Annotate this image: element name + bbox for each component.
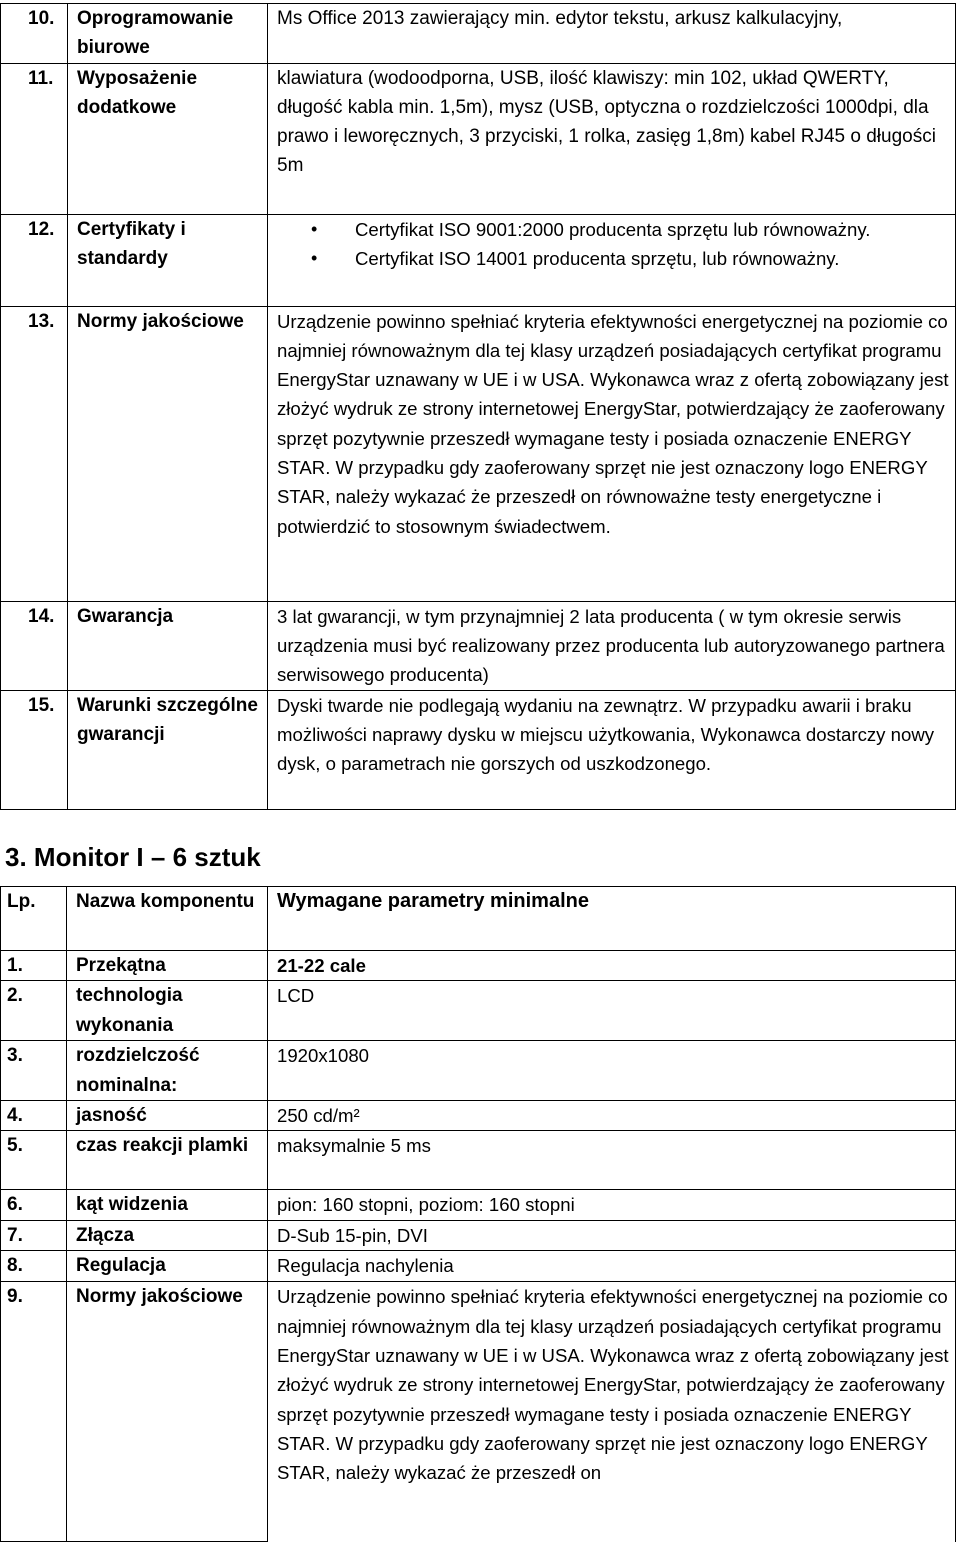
section-title: 3. Monitor I – 6 sztuk [5, 842, 261, 872]
row-value: 1920x1080 [268, 1041, 956, 1101]
requirements-table-computer [0, 3, 956, 810]
row-name: Przekątna [67, 951, 268, 981]
row-number: 5. [1, 1131, 67, 1190]
row-number: 3. [1, 1041, 67, 1101]
header-value: Wymagane parametry minimalne [268, 887, 956, 951]
table-row [1, 1041, 956, 1101]
header-number: Lp. [1, 887, 67, 951]
table-row [1, 1190, 956, 1221]
row-value: Urządzenie powinno spełniać kryteria efektywności energetycznej na poziomie co najmniej równoważnym dla tej klasy urządzeń posiadających certyfikat programu EnergyStar uznawany w UE i w USA. Wykonawca wraz z ofertą zobowiązany jest złożyć wydruk ze strony internetowej EnergyStar, potwierdzający że zaoferowany sprzęt pozytywnie przeszedł wymagane testy i posiada oznaczenie ENERGY STAR. W przypadku gdy zaoferowany sprzęt nie jest oznaczony logo ENERGY STAR, należy wykazać że przeszedł on równoważne testy energetyczne i potwierdzić to stosownym świadectwem. [268, 306, 956, 601]
table-row [1, 981, 956, 1041]
row-number: 9. [1, 1282, 67, 1542]
row-name: Normy jakościowe [67, 1282, 268, 1542]
table-row [1, 1251, 956, 1282]
table-row [1, 63, 956, 214]
row-number: 13. [1, 306, 68, 601]
row-name: Regulacja [67, 1251, 268, 1282]
requirements-table-monitor [0, 886, 956, 1542]
row-name: rozdzielczość nominalna: [67, 1041, 268, 1101]
row-number: 1. [1, 951, 67, 981]
table-row [1, 1100, 956, 1130]
header-name: Nazwa komponentu [67, 887, 268, 951]
row-value: Regulacja nachylenia [268, 1251, 956, 1282]
row-name: Złącza [67, 1221, 268, 1251]
table-row [1, 1131, 956, 1190]
row-number: 8. [1, 1251, 67, 1282]
row-number: 11. [1, 63, 68, 214]
row-value: 250 cd/m² [268, 1100, 956, 1130]
table-row [1, 4, 956, 64]
table-row [1, 214, 956, 306]
row-value [268, 214, 956, 306]
row-value: Urządzenie powinno spełniać kryteria efektywności energetycznej na poziomie co najmniej równoważnym dla tej klasy urządzeń posiadających certyfikat programu EnergyStar uznawany w UE i w USA. Wykonawca wraz z ofertą zobowiązany jest złożyć wydruk ze strony internetowej EnergyStar, potwierdzający że zaoferowany sprzęt pozytywnie przeszedł wymagane testy i posiada oznaczenie ENERGY STAR. W przypadku gdy zaoferowany sprzęt nie jest oznaczony logo ENERGY STAR, należy wykazać że przeszedł on [268, 1282, 956, 1542]
row-name: Warunki szczególne gwarancji [68, 690, 268, 809]
row-name: Gwarancja [68, 601, 268, 690]
row-number: 2. [1, 981, 67, 1041]
row-name: technologia wykonania [67, 981, 268, 1041]
row-value: 21-22 cale [268, 951, 956, 981]
list-item: • Certyfikat ISO 14001 producenta sprzętu, lub równoważny. [355, 244, 949, 273]
row-number: 12. [1, 214, 68, 306]
row-name: Wyposażenie dodatkowe [68, 63, 268, 214]
table-row [1, 1221, 956, 1251]
row-value: LCD [268, 981, 956, 1041]
list-item: • Certyfikat ISO 9001:2000 producenta sprzętu lub równoważny. [355, 215, 949, 244]
row-value: klawiatura (wodoodporna, USB, ilość klawiszy: min 102, układ QWERTY, długość kabla min. 1,5m), mysz (USB, optyczna o rozdzielczości 1000dpi, dla prawo i leworęcznych, 3 przyciski, 1 rolka, zasięg 1,8m) kabel RJ45 o długości 5m [268, 63, 956, 214]
row-number: 15. [1, 690, 68, 809]
certificate-list [277, 215, 949, 274]
row-number: 4. [1, 1100, 67, 1130]
row-number: 10. [1, 4, 68, 64]
row-number: 14. [1, 601, 68, 690]
row-value: pion: 160 stopni, poziom: 160 stopni [268, 1190, 956, 1221]
row-value: D-Sub 15-pin, DVI [268, 1221, 956, 1251]
table-row [1, 1282, 956, 1542]
row-number: 7. [1, 1221, 67, 1251]
row-name: jasność [67, 1100, 268, 1130]
table-row [1, 690, 956, 809]
row-value: Dyski twarde nie podlegają wydaniu na zewnątrz. W przypadku awarii i braku możliwości naprawy dysku w miejscu użytkowania, Wykonawca dostarczy nowy dysk, o parametrach nie gorszych od uszkodzonego. [268, 690, 956, 809]
table-row [1, 951, 956, 981]
table-row [1, 306, 956, 601]
row-name: Certyfikaty i standardy [68, 214, 268, 306]
row-value: maksymalnie 5 ms [268, 1131, 956, 1190]
row-number: 6. [1, 1190, 67, 1221]
table-row [1, 601, 956, 690]
row-value: Ms Office 2013 zawierający min. edytor tekstu, arkusz kalkulacyjny, [268, 4, 956, 64]
row-name: czas reakcji plamki [67, 1131, 268, 1190]
table-header-row [1, 887, 956, 951]
row-name: kąt widzenia [67, 1190, 268, 1221]
row-name: Normy jakościowe [68, 306, 268, 601]
row-value: 3 lat gwarancji, w tym przynajmniej 2 lata producenta ( w tym okresie serwis urządzenia musi być realizowany przez producenta lub autoryzowanego partnera serwisowego producenta) [268, 601, 956, 690]
row-name: Oprogramowanie biurowe [68, 4, 268, 64]
